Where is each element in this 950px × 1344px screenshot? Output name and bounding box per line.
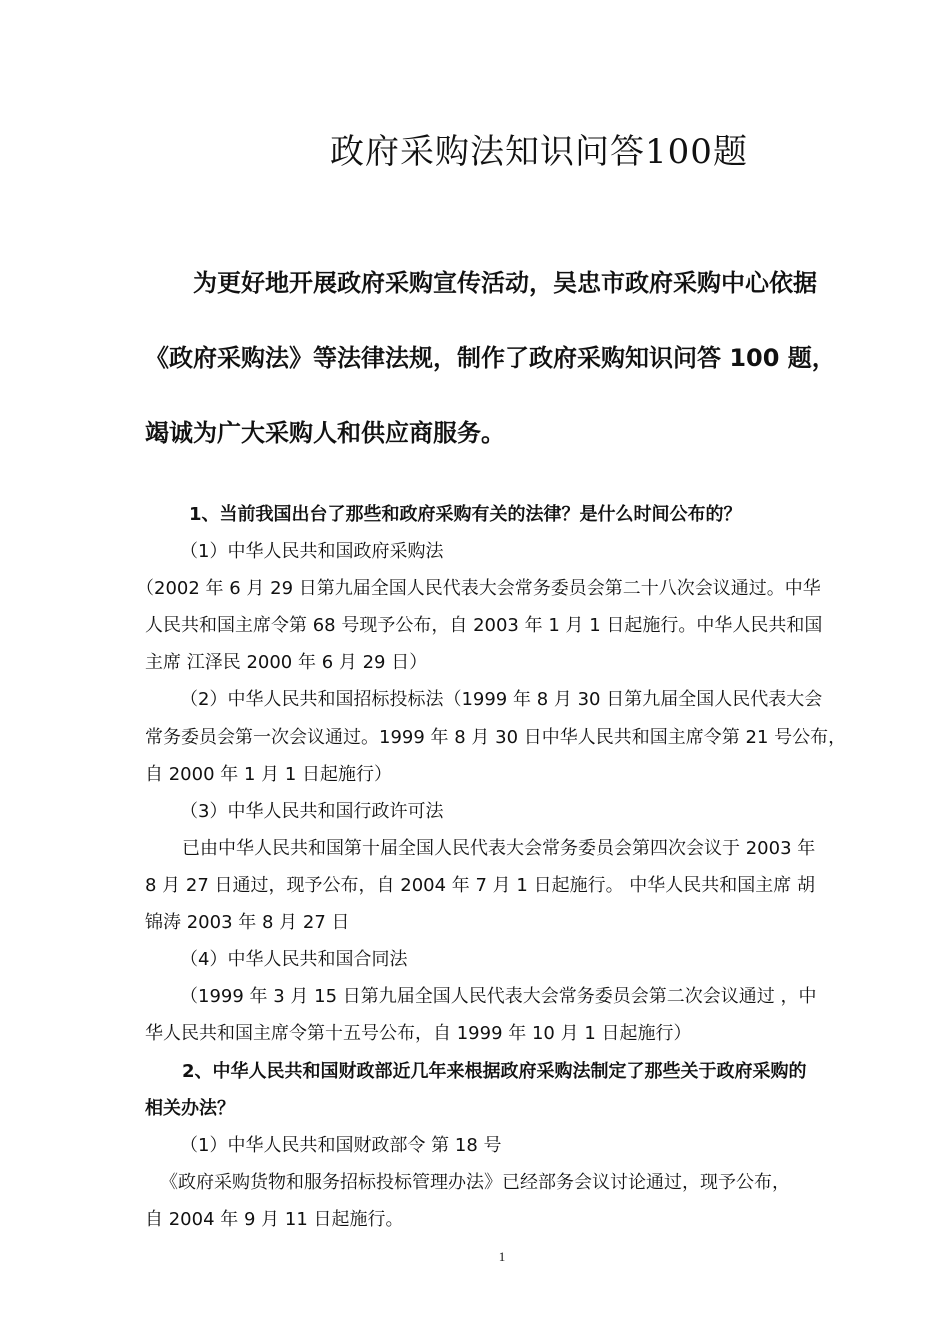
question-2-heading-cont: 相关办法？: [145, 1098, 235, 1119]
body-line: 8 月 27 日通过，现予公布，自 2004 年 7 月 1 日起施行。 中华人民共和国主席 胡: [145, 875, 816, 896]
body-line: （1）中华人民共和国财政部令 第 18 号: [180, 1135, 502, 1156]
body-line: 主席 江泽民 2000 年 6 月 29 日）: [145, 652, 428, 673]
body-line: 自 2000 年 1 月 1 日起施行）: [145, 764, 393, 785]
document-title: 政府采购法知识问答100题: [330, 132, 748, 172]
intro-line-2: 《政府采购法》等法律法规，制作了政府采购知识问答 100 题，: [145, 344, 836, 372]
body-line: （4）中华人民共和国合同法: [180, 949, 408, 970]
body-line: （3）中华人民共和国行政许可法: [180, 801, 444, 822]
body-line: （1999 年 3 月 15 日第九届全国人民代表大会常务委员会第二次会议通过 ，中: [180, 986, 817, 1007]
body-line: 常务委员会第一次会议通过。1999 年 8 月 30 日中华人民共和国主席令第 21 号公布，: [145, 727, 847, 748]
intro-line-1: 为更好地开展政府采购宣传活动，吴忠市政府采购中心依据: [193, 269, 817, 297]
body-line: 自 2004 年 9 月 11 日起施行。: [145, 1209, 404, 1230]
question-2-heading: 2、中华人民共和国财政部近几年来根据政府采购法制定了那些关于政府采购的: [182, 1061, 807, 1082]
body-line: 锦涛 2003 年 8 月 27 日: [145, 912, 350, 933]
body-line: 华人民共和国主席令第十五号公布，自 1999 年 10 月 1 日起施行）: [145, 1023, 692, 1044]
body-line: （1）中华人民共和国政府采购法: [180, 541, 444, 562]
body-line: （2）中华人民共和国招标投标法（1999 年 8 月 30 日第九届全国人民代表大会: [180, 689, 823, 710]
page-number: 1: [498, 1249, 506, 1264]
question-1-heading: 1、当前我国出台了那些和政府采购有关的法律？是什么时间公布的？: [189, 504, 742, 525]
intro-line-3: 竭诚为广大采购人和供应商服务。: [145, 419, 505, 447]
body-line: 《政府采购货物和服务招标投标管理办法》已经部务会议讨论通过，现予公布，: [160, 1172, 790, 1193]
body-line: （2002 年 6 月 29 日第九届全国人民代表大会常务委员会第二十八次会议通过。中华: [136, 578, 821, 599]
body-line: 人民共和国主席令第 68 号现予公布，自 2003 年 1 月 1 日起施行。中华人民共和国: [145, 615, 823, 636]
body-line: 已由中华人民共和国第十届全国人民代表大会常务委员会第四次会议于 2003 年: [182, 838, 816, 859]
